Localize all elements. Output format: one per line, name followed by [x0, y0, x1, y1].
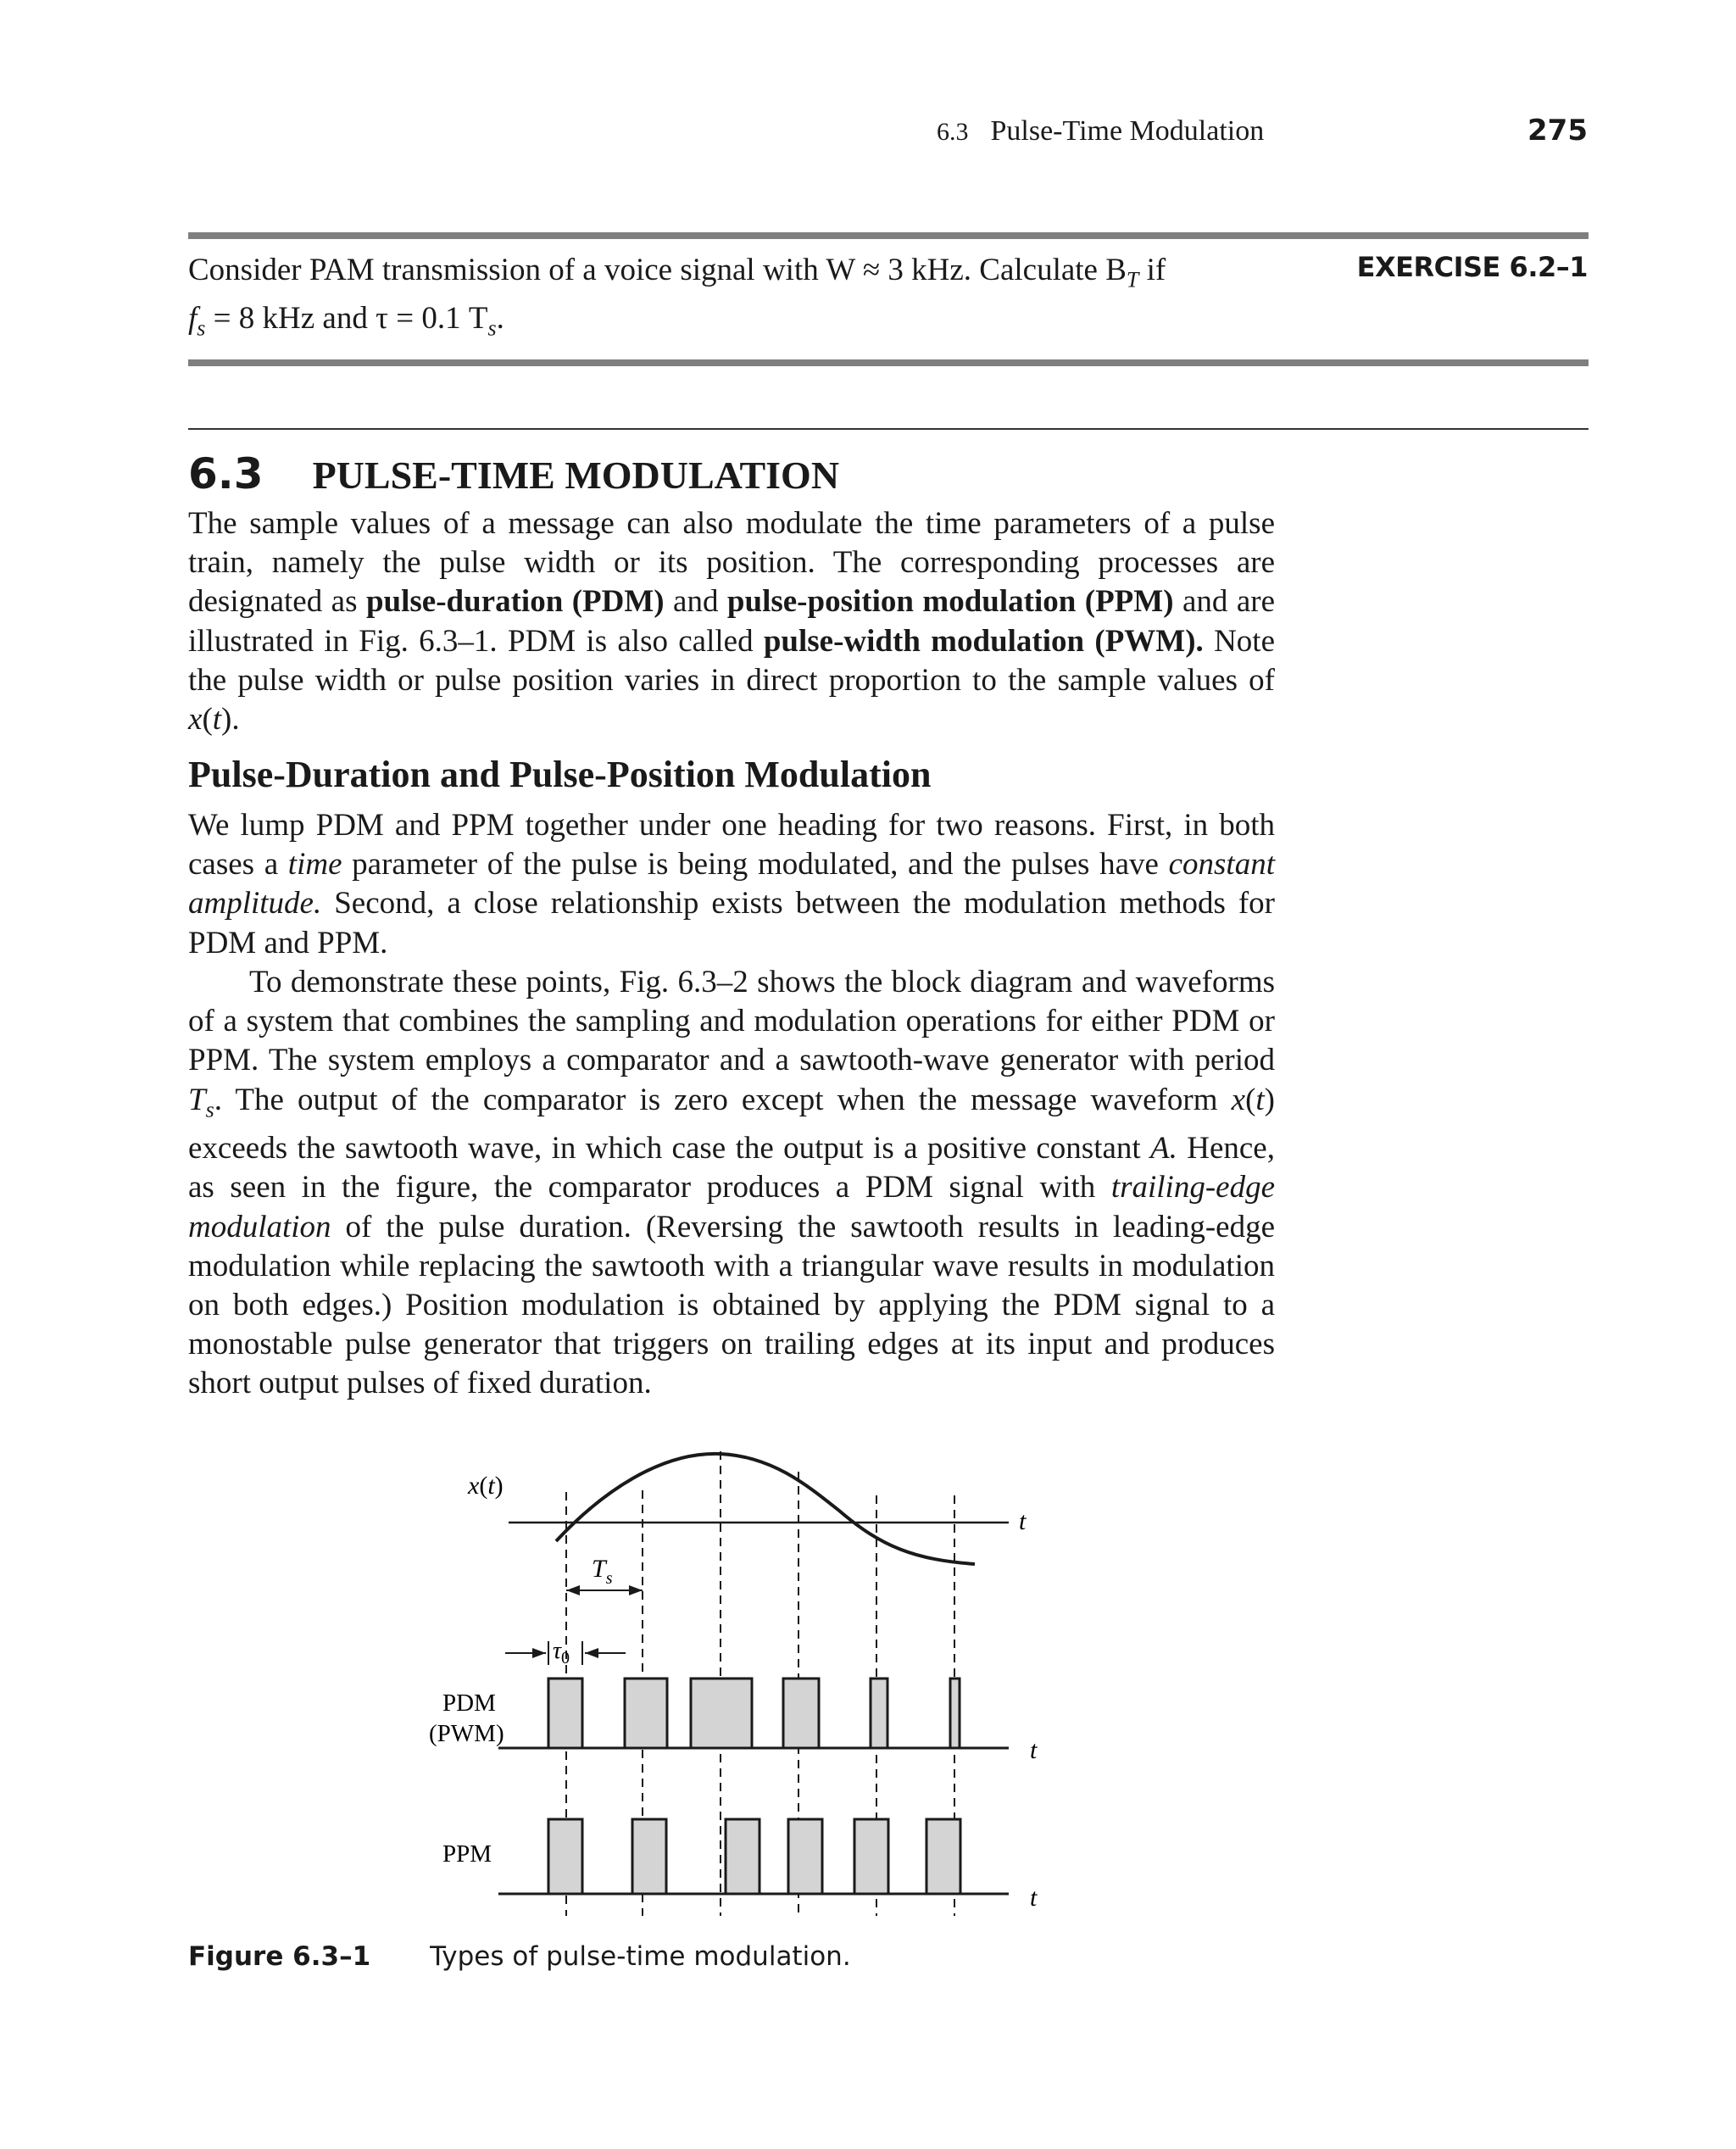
ppm-axis-t-label: t [1030, 1884, 1038, 1912]
text-run: ( [1245, 1082, 1256, 1117]
text-run: We lump PDM and PPM together under one heading for two reasons. First, in both cases a [188, 808, 1275, 882]
italic-term: A. [1150, 1131, 1177, 1166]
text-run: ( [202, 702, 213, 738]
exercise-label: EXERCISE 6.2–1 [1356, 251, 1588, 283]
figure-pulse-time-modulation [407, 1441, 1085, 1924]
pdm-pulse [691, 1679, 752, 1748]
ppm-pulse [926, 1819, 960, 1894]
text-run: of the pulse duration. (Reversing the sawtooth results in leading-edge modulation while replacing the sawtooth with a triangular wave results in modulation on both edges.) Position modulation is obtained by applying the PDM signal to a monostable pulse generator that triggers on trailing edges at its input and produces short output pulses of fixed duration. [188, 1209, 1275, 1401]
text-run: and are illustrated in Fig. 6.3–1. PDM is also called [188, 584, 1276, 659]
pwm-label: (PWM) [429, 1720, 504, 1747]
exercise-bottom-rule [188, 359, 1589, 366]
pdm-pulse [871, 1679, 887, 1748]
pdm-pulses [548, 1679, 960, 1748]
text-run: Hence, as seen in the figure, the comparator produces a PDM signal with [188, 1131, 1275, 1205]
text-run: ) exceeds the sawtooth wave, in which case the output is a positive constant [188, 1082, 1275, 1166]
italic-term: x [188, 702, 203, 738]
ppm-label: PPM [442, 1840, 492, 1868]
running-head [937, 115, 1264, 148]
xt-axis-t-label: t [1019, 1507, 1027, 1535]
italic-term: t [1255, 1082, 1265, 1117]
text-run: ). [221, 702, 240, 738]
tau0-label: $\tau_0$ [553, 1638, 570, 1667]
exercise-text-part: f [188, 301, 198, 337]
message-waveform [556, 1454, 975, 1564]
italic-term: time [287, 847, 342, 882]
italic-term: trailing-edge modulation [188, 1170, 1275, 1244]
exercise-top-rule [188, 232, 1589, 239]
italic-term: t [212, 702, 222, 738]
figure-svg [407, 1441, 1085, 1924]
ppm-pulse [854, 1819, 888, 1894]
exercise-text-part: . [496, 301, 504, 337]
subsection-paragraph-2 [188, 963, 1275, 1404]
exercise-text-part: = 8 kHz and τ = 0.1 T [205, 301, 488, 337]
ppm-pulse [632, 1819, 666, 1894]
exercise-subscript: T [1126, 267, 1139, 292]
exercise-text-part: if [1138, 253, 1166, 287]
pdm-pulse [625, 1679, 667, 1748]
bold-term: pulse-width modulation (PWM). [763, 623, 1204, 659]
tau0-arrow-right [585, 1648, 598, 1658]
ts-arrow-right [629, 1585, 643, 1595]
section-title: PULSE-TIME MODULATION [312, 454, 840, 497]
section-number: 6.3 [188, 449, 264, 498]
subsection-paragraph-1 [188, 806, 1275, 963]
text-run: . The output of the comparator is zero except when the message waveform [214, 1082, 1232, 1117]
tau0-arrow-left [532, 1648, 546, 1658]
italic-term: constant amplitude. [188, 847, 1275, 921]
pdm-pulse [783, 1679, 819, 1748]
exercise-text [188, 251, 1256, 348]
italic-term: x [1231, 1082, 1246, 1117]
figure-caption-label: Figure 6.3–1 [188, 1941, 371, 1972]
subsection-title: Pulse-Duration and Pulse-Position Modulation [188, 754, 932, 795]
text-run: and [664, 584, 727, 620]
ts-arrow-left [566, 1585, 580, 1595]
ppm-pulse [726, 1819, 760, 1894]
bold-term: pulse-position modulation (PPM) [726, 584, 1174, 620]
xt-label: x(t) [468, 1472, 504, 1500]
section-paragraph [188, 504, 1275, 739]
ppm-pulses [548, 1819, 960, 1894]
running-head-section-title: Pulse-Time Modulation [990, 115, 1265, 147]
text-run: The sample values of a message can also modulate the time parameters of a pulse train, namely the pulse width or its position. The corresponding processes are designated as [188, 506, 1275, 620]
text-run: Note the pulse width or pulse position varies in direct proportion to the sample values of [188, 623, 1275, 698]
text-run: parameter of the pulse is being modulated, and the pulses have [342, 847, 1169, 882]
pdm-label: PDM [442, 1690, 496, 1717]
page-number: 275 [1527, 114, 1588, 148]
pdm-axis-t-label: t [1030, 1736, 1038, 1764]
figure-caption [188, 1941, 851, 1972]
ppm-pulse [788, 1819, 822, 1894]
section-heading [188, 449, 839, 498]
italic-term: T [188, 1082, 206, 1117]
exercise-subscript: s [197, 315, 206, 341]
pdm-pulse [950, 1679, 960, 1748]
bold-term: pulse-duration (PDM) [365, 584, 665, 620]
figure-caption-text: Types of pulse-time modulation. [430, 1941, 851, 1972]
subscript: s [205, 1097, 214, 1122]
pdm-pulse [548, 1679, 582, 1748]
running-head-section-number: 6.3 [937, 118, 969, 146]
ts-label: $T_s$ [592, 1555, 613, 1588]
text-run: To demonstrate these points, Fig. 6.3–2 shows the block diagram and waveforms of a system that combines the sampling and modulation operations for either PDM or PPM. The system employs a comparator and a sawtooth-wave generator with period [188, 965, 1275, 1078]
exercise-text-part: Consider PAM transmission of a voice signal with W ≈ 3 kHz. Calculate B [188, 253, 1127, 287]
exercise-subscript: s [487, 315, 497, 341]
ppm-pulse [548, 1819, 582, 1894]
text-run: Second, a close relationship exists between the modulation methods for PDM and PPM. [188, 886, 1275, 960]
section-rule [188, 428, 1589, 430]
